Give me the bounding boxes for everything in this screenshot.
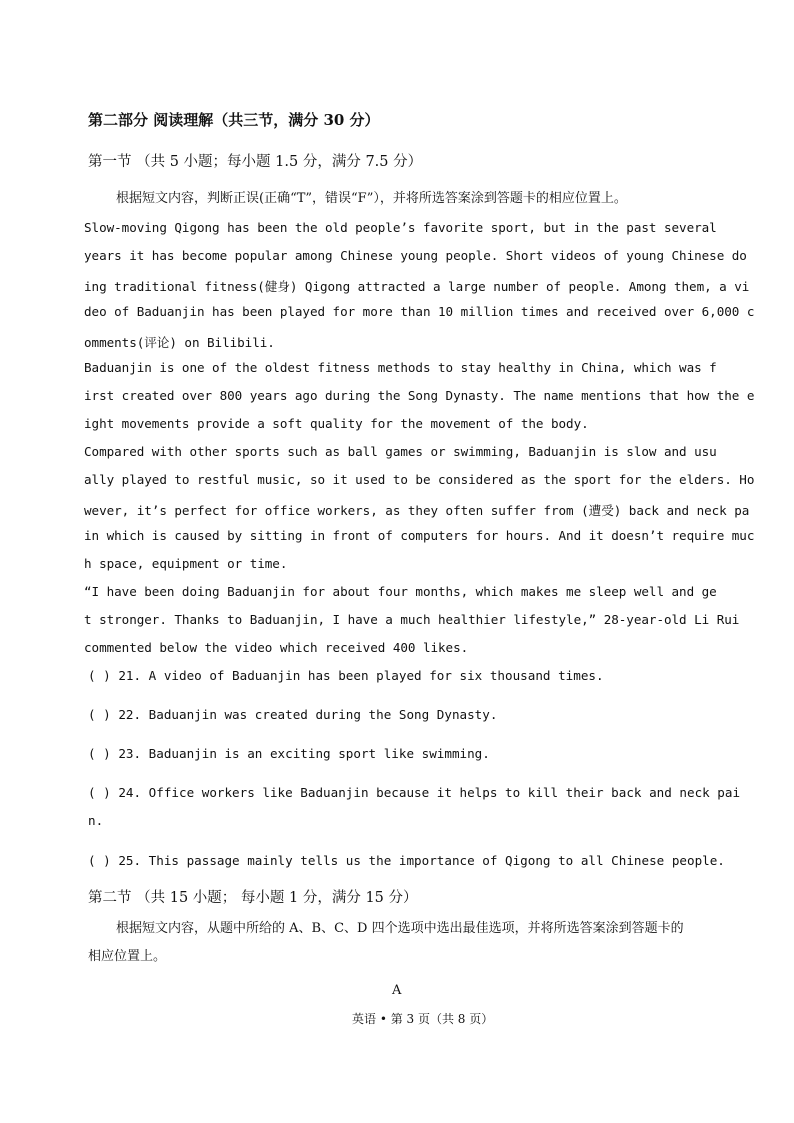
part-title: 第二部分 阅读理解（共三节，满分 30 分） [88, 111, 380, 129]
question-24-continued: n. [88, 813, 104, 828]
question-25: ( ) 25. This passage mainly tells us the importance of Qigong to all Chinese people. [88, 853, 725, 868]
passage-line: Compared with other sports such as ball games or swimming, Baduanjin is slow and usu [84, 444, 717, 459]
passage-label: A [392, 983, 402, 998]
question-21: ( ) 21. A video of Baduanjin has been played for six thousand times. [88, 668, 604, 683]
passage-line: in which is caused by sitting in front of computers for hours. And it doesn’t require muc [84, 528, 755, 543]
passage-line: omments(评论) on Bilibili. [84, 335, 275, 350]
passage-line: “I have been doing Baduanjin for about four months, which makes me sleep well and ge [84, 584, 717, 599]
section2-instruction: 根据短文内容，从题中所给的 A、B、C、D 四个选项中选出最佳选项，并将所选答案涂到答题卡的 [116, 921, 684, 936]
question-23: ( ) 23. Baduanjin is an exciting sport like swimming. [88, 746, 490, 761]
passage-line: wever, it’s perfect for office workers, as they often suffer from (遭受) back and neck pa [84, 503, 750, 518]
page-footer: 英语 • 第 3 页（共 8 页） [352, 1012, 494, 1026]
section1-title: 第一节 （共 5 小题；每小题 1.5 分，满分 7.5 分） [88, 154, 423, 170]
section2-title: 第二节 （共 15 小题； 每小题 1 分，满分 15 分） [88, 890, 418, 906]
passage-line: irst created over 800 years ago during the Song Dynasty. The name mentions that how the e [84, 388, 755, 403]
question-24: ( ) 24. Office workers like Baduanjin because it helps to kill their back and neck pai [88, 785, 741, 800]
section1-instruction: 根据短文内容，判断正误(正确“T”，错误“F”），并将所选答案涂到答题卡的相应位置上。 [116, 191, 627, 206]
passage-line: h space, equipment or time. [84, 556, 288, 571]
passage-line: deo of Baduanjin has been played for more than 10 million times and received over 6,000 c [84, 304, 755, 319]
passage-line: Baduanjin is one of the oldest fitness methods to stay healthy in China, which was f [84, 360, 717, 375]
section2-instruction-continued: 相应位置上。 [88, 949, 167, 964]
passage-line: ing traditional fitness(健身) Qigong attracted a large number of people. Among them, a vi [84, 279, 750, 294]
question-22: ( ) 22. Baduanjin was created during the Song Dynasty. [88, 707, 498, 722]
passage-line: ally played to restful music, so it used to be considered as the sport for the elders. Ho [84, 472, 755, 487]
passage-line: t stronger. Thanks to Baduanjin, I have a much healthier lifestyle,” 28-year-old Li Rui [84, 612, 740, 627]
passage-line: Slow-moving Qigong has been the old people’s favorite sport, but in the past several [84, 220, 717, 235]
passage-line: commented below the video which received 400 likes. [84, 640, 469, 655]
passage-line: years it has become popular among Chinese young people. Short videos of young Chinese do [84, 248, 747, 263]
passage-line: ight movements provide a soft quality for the movement of the body. [84, 416, 589, 431]
